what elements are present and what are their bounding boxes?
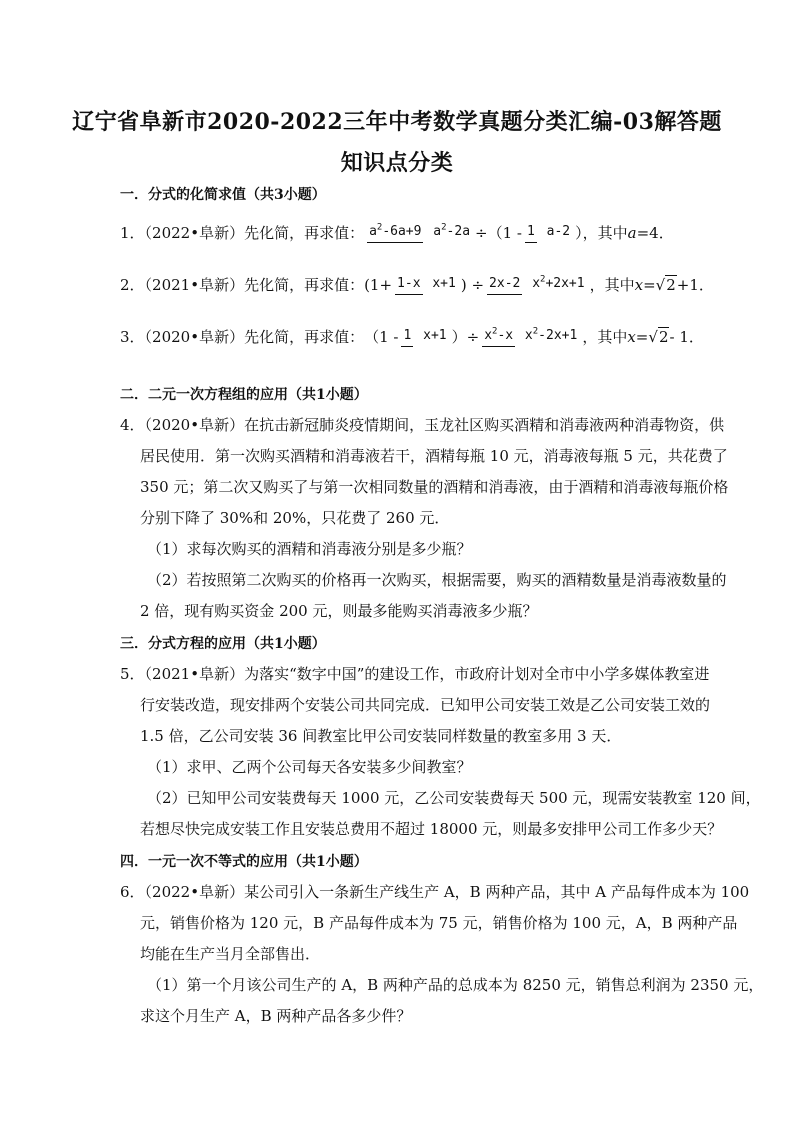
variable: a — [627, 223, 637, 242]
fraction: 2x-2 $x^2+2x+1$ — [487, 274, 587, 295]
question-6-line: 6．（2022•阜新）某公司引入一条新生产线生产 A，B 两种产品，其中 A 产品每件成本为 100 — [120, 883, 750, 901]
doc-subtitle: 知识点分类 — [340, 150, 454, 176]
variable: x — [634, 275, 644, 294]
question-1-value: =4． — [636, 224, 674, 242]
fraction: 1-x x+1 — [395, 274, 458, 295]
operator: ）÷ — [451, 328, 480, 346]
question-4-part-1: （1）求每次购买的酒精和消毒液分别是多少瓶？ — [147, 540, 472, 558]
question-3 — [120, 326, 704, 347]
section-heading-1: 一．分式的化简求值（共3小题） — [120, 187, 326, 203]
doc-title: 辽宁省阜新市2020-2022三年中考数学真题分类汇编-03解答题 — [72, 109, 722, 135]
question-2-prefix: 2．（2021•阜新）先化简，再求值： — [120, 276, 365, 294]
question-3-prefix: 3．（2020•阜新）先化简，再求值： — [120, 328, 365, 346]
section-heading-3: 三．分式方程的应用（共1小题） — [120, 636, 326, 652]
paren-open: （1 - — [364, 328, 399, 346]
fraction: $x^2-x$ $x^2-2x+1$ — [482, 326, 579, 347]
question-2-value: +1． — [676, 276, 714, 294]
equals-sign: = — [643, 275, 656, 294]
question-5-line: 5．（2021•阜新）为落实“数字中国”的建设工作，市政府计划对全市中小学多媒体教室进 — [120, 665, 710, 683]
question-1-prefix: 1．（2022•阜新）先化简，再求值： — [120, 224, 365, 242]
question-3-suffix: ，其中 — [582, 328, 628, 346]
question-1 — [120, 222, 674, 243]
question-6-line: 元，销售价格为 120 元，B 产品每件成本为 75 元，销售价格为 100 元，A，B 两种产品 — [140, 914, 738, 932]
question-4-line: 居民使用．第一次购买酒精和消毒液若干，酒精每瓶 10 元，消毒液每瓶 5 元，共花费了 — [140, 447, 728, 465]
question-3-value: - 1． — [669, 328, 704, 346]
question-4-line: 350 元；第二次又购买了与第一次相同数量的酒精和消毒液，由于酒精和消毒液每瓶价格 — [140, 478, 729, 496]
question-4-line: 2 倍，现有购买资金 200 元，则最多能购买消毒液多少瓶？ — [140, 602, 538, 620]
equals-sign: = — [635, 327, 649, 346]
question-2 — [120, 274, 714, 295]
question-1-suffix: ），其中 — [575, 224, 628, 242]
question-5-part-2: （2）已知甲公司安装费每天 1000 元，乙公司安装费每天 500 元，现需安装教室 120 间， — [147, 789, 761, 807]
operator: ) ÷ — [460, 275, 485, 294]
question-2-suffix: ，其中 — [589, 276, 635, 294]
question-5-part-1: （1）求甲、乙两个公司每天各安装多少间教室？ — [147, 758, 472, 776]
section-heading-4: 四．一元一次不等式的应用（共1小题） — [120, 854, 368, 870]
sqrt-symbol: √2 — [655, 276, 676, 294]
question-6-line: 均能在生产当月全部售出． — [140, 945, 321, 963]
question-6-line: 求这个月生产 A，B 两种产品各多少件？ — [140, 1007, 412, 1025]
paren-open: (1+ — [364, 275, 393, 294]
fraction: 1 a-2 — [525, 222, 572, 243]
fraction: $a^2-6a+9$ $a^2-2a$ — [367, 222, 472, 243]
question-6-part-1: （1）第一个月该公司生产的 A，B 两种产品的总成本为 8250 元，销售总利润为 2350 元， — [147, 976, 764, 994]
question-4-part-2: （2）若按照第二次购买的价格再一次购买，根据需要，购买的酒精数量是消毒液数量的 — [147, 571, 727, 589]
fraction: 1 x+1 — [401, 326, 448, 347]
question-5-line: 若想尽快完成安装工作且安装总费用不超过 18000 元，则最多安排甲公司工作多少天？ — [140, 820, 723, 838]
question-4-line: 4．（2020•阜新）在抗击新冠肺炎疫情期间，玉龙社区购买酒精和消毒液两种消毒物资，供 — [120, 416, 725, 434]
question-5-line: 1.5 倍，乙公司安装 36 间教室比甲公司安装同样数量的教室多用 3 天． — [140, 727, 622, 745]
operator: ÷（1 - — [475, 224, 522, 242]
sqrt-symbol: √2 — [648, 328, 669, 346]
question-4-line: 分别下降了 30%和 20%，只花费了 260 元． — [140, 509, 450, 527]
variable: x — [627, 327, 636, 346]
question-5-line: 行安装改造，现安排两个安装公司共同完成．已知甲公司安装工效是乙公司安装工效的 — [140, 696, 711, 714]
section-heading-2: 二．二元一次方程组的应用（共1小题） — [120, 387, 368, 403]
